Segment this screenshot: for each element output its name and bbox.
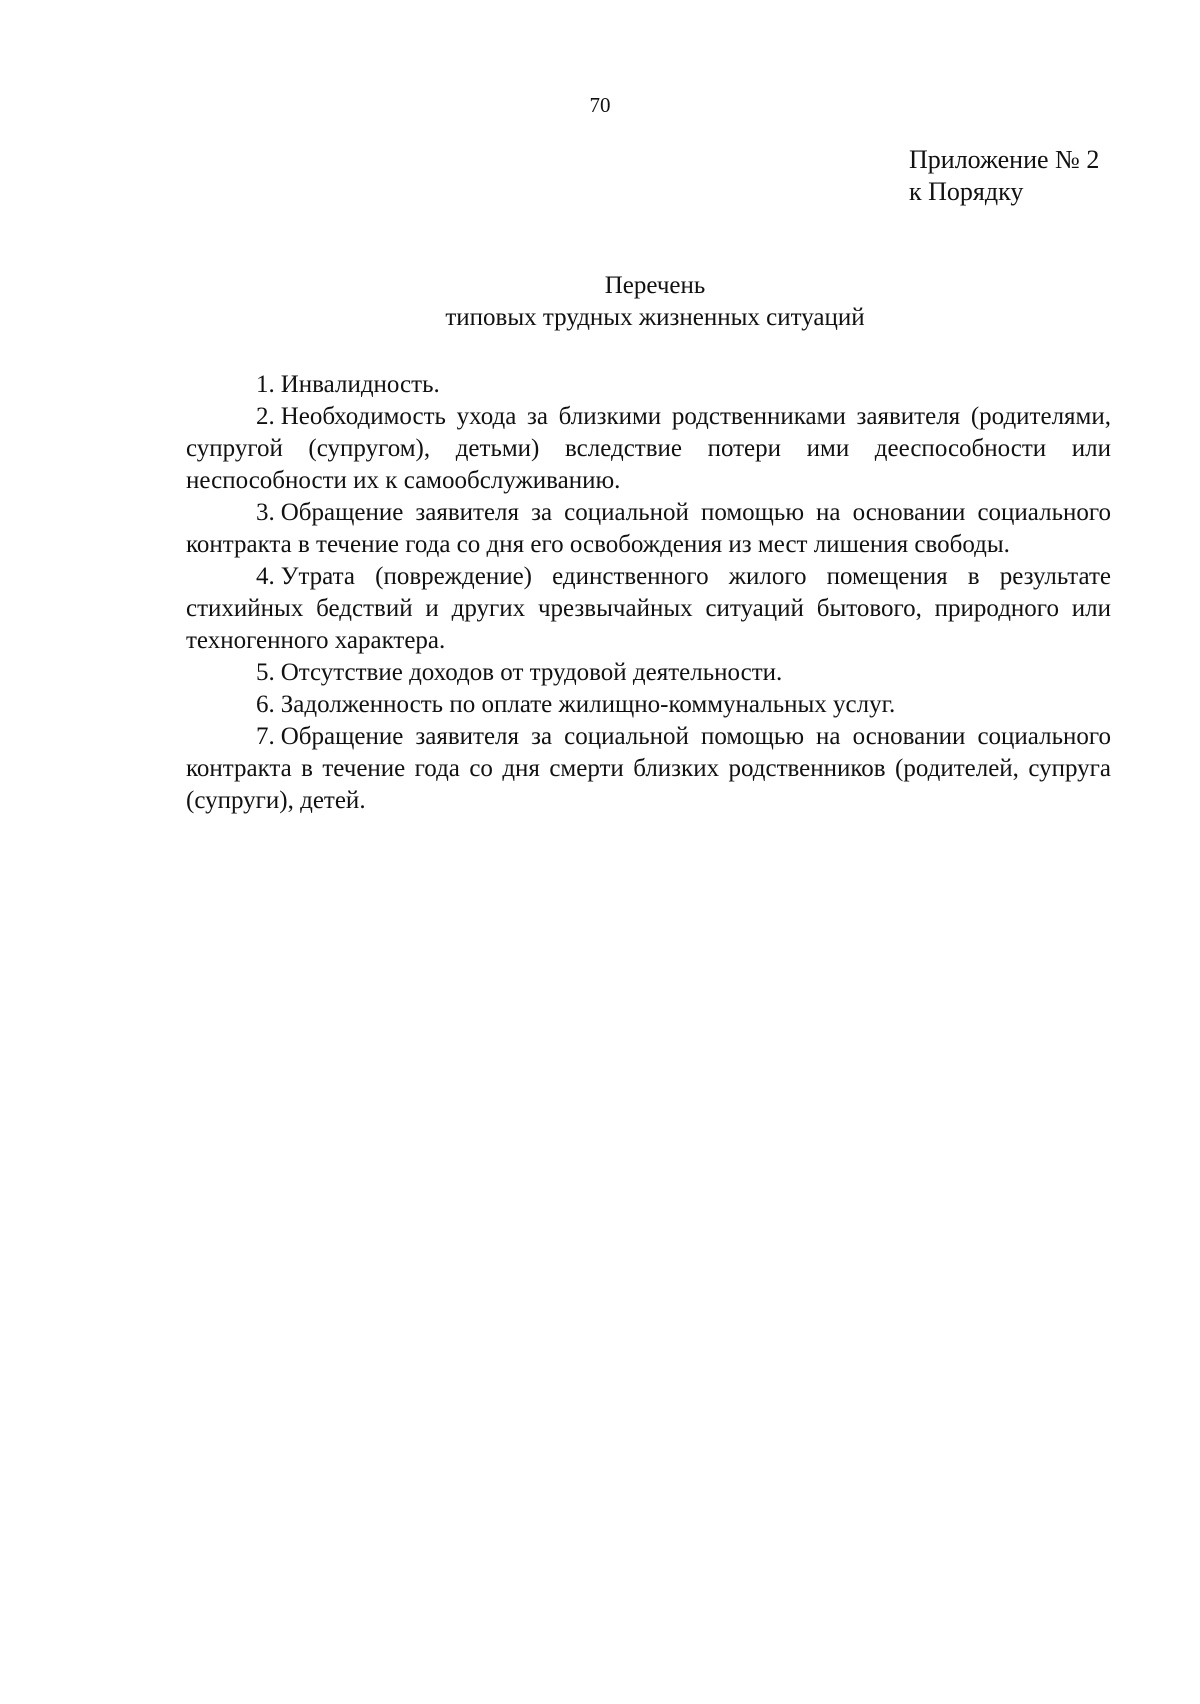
list-item: [186, 561, 1111, 657]
list-item: [186, 497, 1111, 561]
list-item: [186, 689, 1111, 721]
item-number: 2.: [256, 403, 275, 430]
appendix-reference: [909, 144, 1129, 208]
item-text: Отсутствие доходов от трудовой деятельности.: [280, 659, 783, 686]
item-number: 7.: [256, 723, 275, 750]
document-heading: [180, 270, 1130, 334]
appendix-title: Приложение № 2: [909, 145, 1100, 174]
item-text: Утрата (повреждение) единственного жилого помещения в результате стихийных бедствий и других чрезвычайных ситуаций бытового, природного или техногенного характера.: [186, 563, 1111, 654]
item-number: 6.: [256, 691, 275, 718]
heading-subtitle: типовых трудных жизненных ситуаций: [445, 304, 865, 331]
item-number: 1.: [256, 371, 275, 398]
item-text: Задолженность по оплате жилищно-коммунальных услуг.: [280, 691, 896, 718]
heading-title: Перечень: [604, 272, 706, 299]
list-item: [186, 369, 1111, 401]
item-number: 4.: [256, 563, 275, 590]
situations-list: [186, 369, 1111, 817]
item-number: 5.: [256, 659, 275, 686]
list-item: [186, 657, 1111, 689]
item-text: Обращение заявителя за социальной помощью на основании социального контракта в течение года со дня смерти близких родственников (родителей, супруга (супруги), детей.: [186, 723, 1111, 814]
appendix-subtitle: к Порядку: [909, 177, 1024, 206]
item-number: 3.: [256, 499, 275, 526]
item-text: Необходимость ухода за близкими родственниками заявителя (родителями, супругой (супругом), детьми) вследствие потери ими дееспособности или неспособности их к самообслуживанию.: [186, 403, 1111, 494]
list-item: [186, 401, 1111, 497]
list-item: [186, 721, 1111, 817]
item-text: Инвалидность.: [280, 371, 440, 398]
page-number: 70: [589, 93, 611, 117]
item-text: Обращение заявителя за социальной помощью на основании социального контракта в течение года со дня его освобождения из мест лишения свободы.: [186, 499, 1111, 558]
